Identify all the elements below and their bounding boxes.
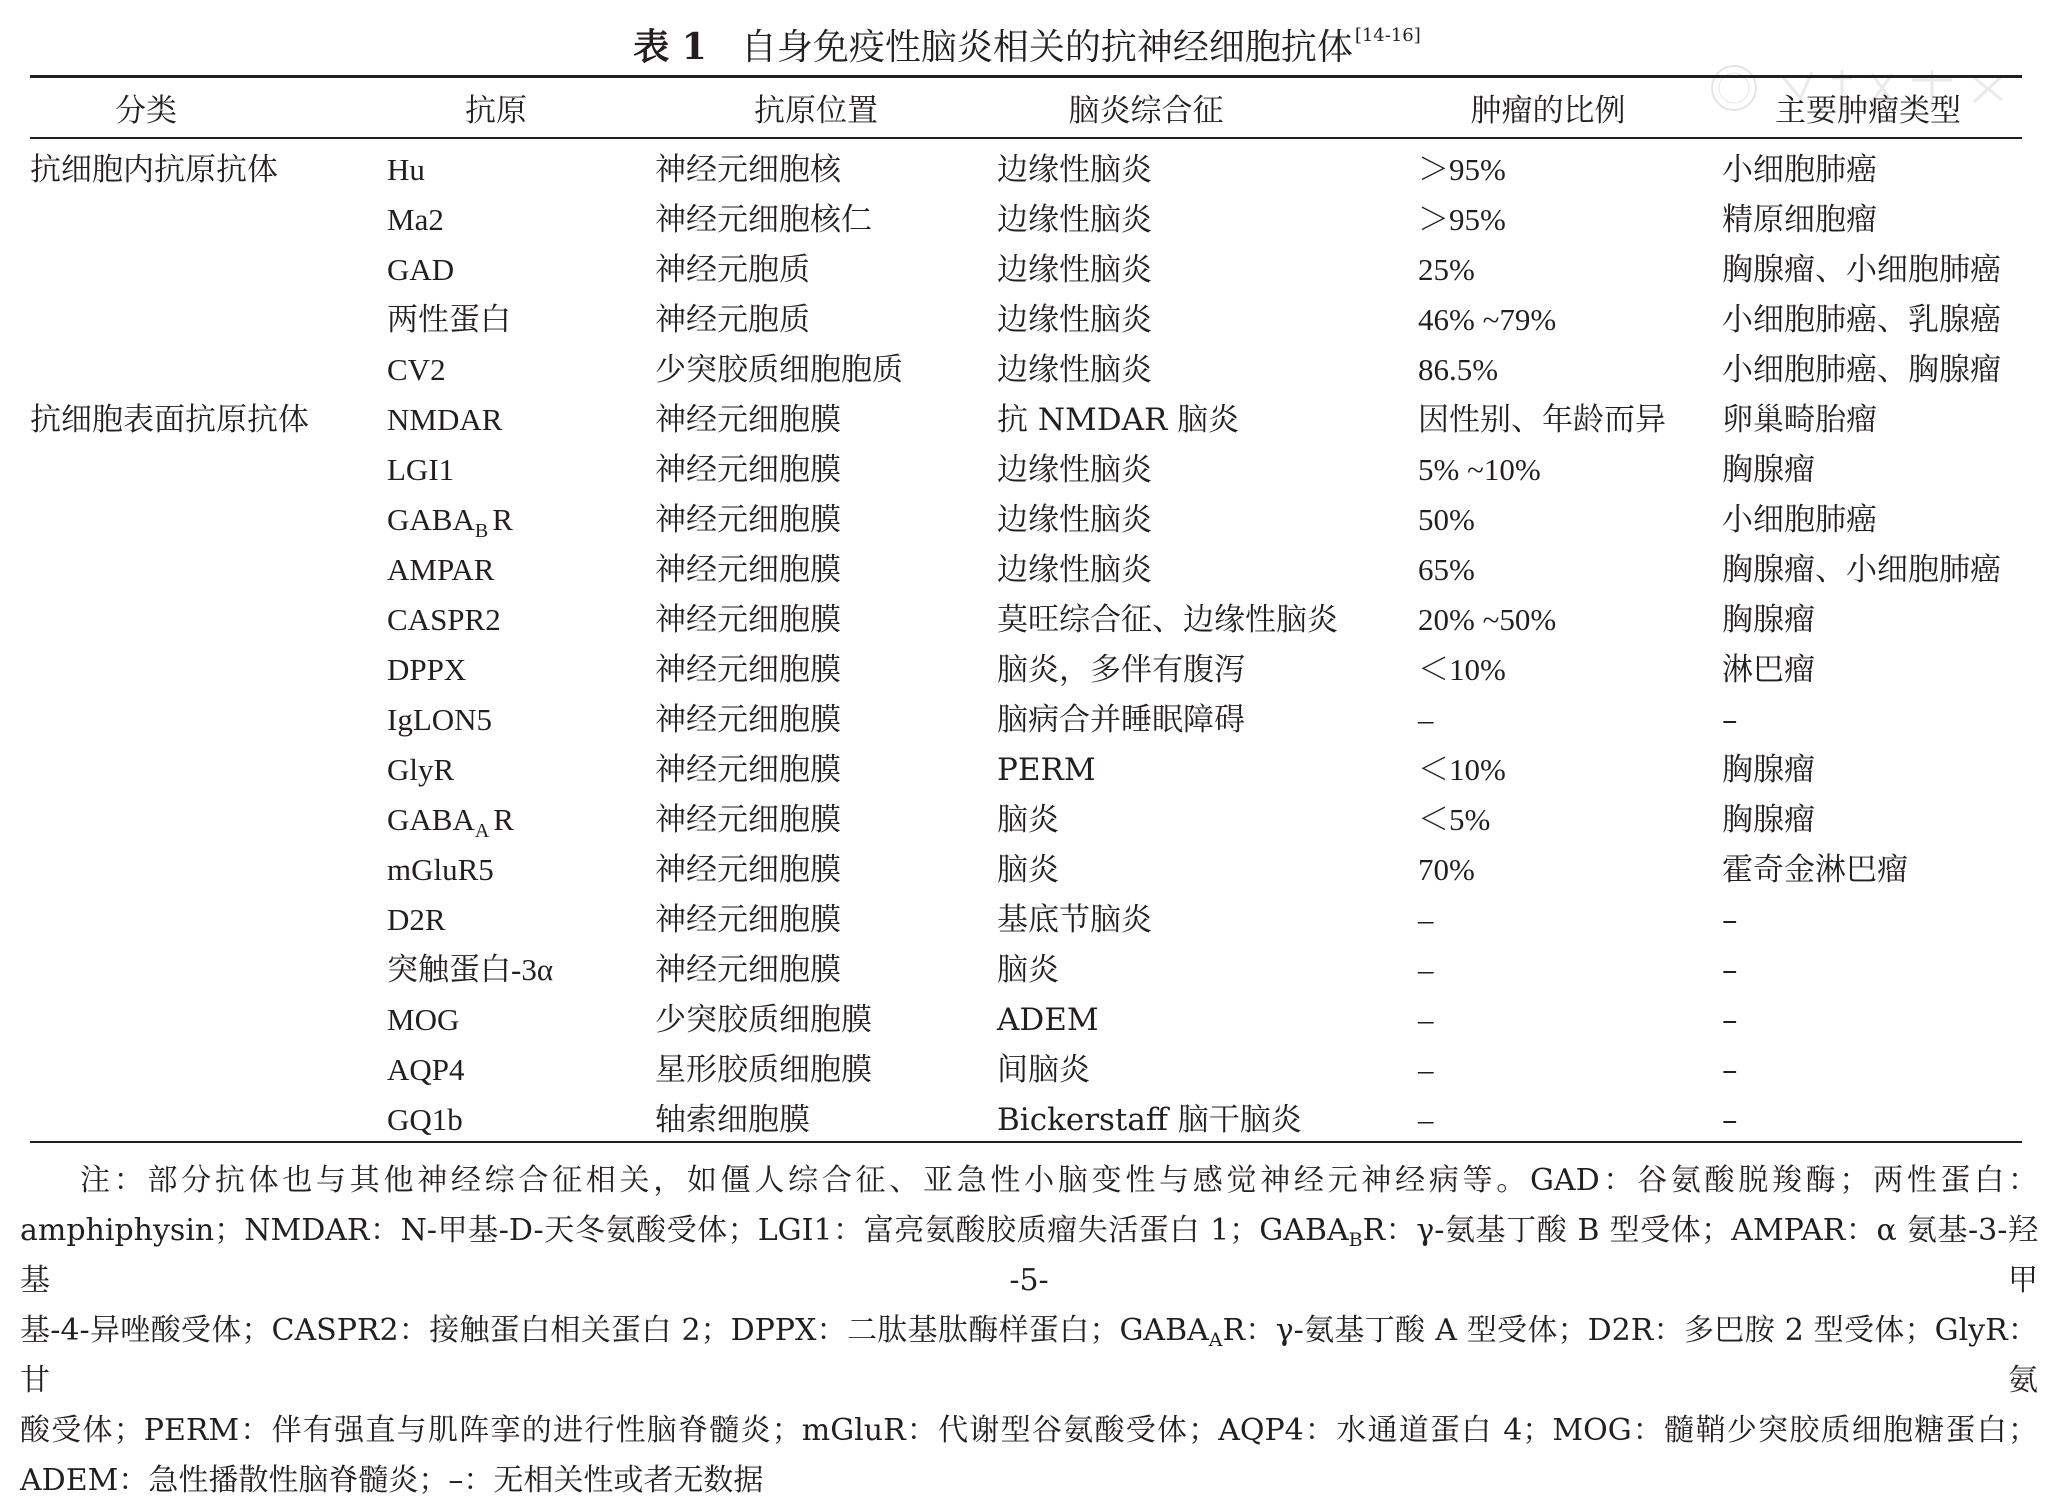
antigen-cell: IgLON5 (387, 702, 493, 737)
antigen-location-cell: 神经元细胞膜 (655, 902, 841, 938)
antigen-cell: GQ1b (387, 1102, 463, 1137)
antigen-cell: LGI1 (387, 452, 455, 487)
tumor-ratio-cell: ＜5% (1418, 802, 1491, 837)
header-category: 分类 (115, 93, 177, 129)
footnote-text: R：γ-氨基丁酸 B 型受体；AMPAR：α 氨基-3-羟基-5-甲 (20, 1213, 2038, 1298)
tumor-type-cell: 小细胞肺癌、乳腺癌 (1722, 302, 2001, 338)
syndrome-cell: 脑病合并睡眠障碍 (997, 702, 1245, 738)
antigen-location-cell: 轴索细胞膜 (655, 1102, 810, 1138)
footnote-line (20, 1456, 2038, 1506)
footnote-line (20, 1156, 2038, 1206)
footnote-text: 注：部分抗体也与其他神经综合征相关，如僵人综合征、亚急性小脑变性与感觉神经元神经病等。GAD：谷氨酸脱羧酶；两性蛋白： (80, 1163, 2038, 1198)
syndrome-cell: 脑炎 (997, 952, 1059, 988)
antigen-location-cell: 神经元细胞膜 (655, 802, 841, 838)
antigen-location-cell: 神经元胞质 (655, 302, 810, 338)
tumor-type-cell: – (1722, 702, 1738, 738)
tumor-ratio-cell: – (1418, 1052, 1434, 1087)
category-cell: 抗细胞表面抗原抗体 (30, 402, 309, 438)
tumor-type-cell: 胸腺瘤 (1722, 752, 1815, 788)
tumor-ratio-cell: ＜10% (1418, 752, 1506, 787)
tumor-ratio-cell: 25% (1418, 252, 1475, 287)
table-title: 自身免疫性脑炎相关的抗神经细胞抗体 (740, 27, 1353, 68)
tumor-type-cell: 小细胞肺癌 (1722, 152, 1877, 188)
tumor-type-cell: 霍奇金淋巴瘤 (1722, 852, 1908, 888)
citation-reference: [14-16] (1354, 25, 1421, 46)
tumor-type-cell: 胸腺瘤 (1722, 452, 1815, 488)
tumor-ratio-cell: ＞95% (1418, 202, 1506, 237)
tumor-type-cell: – (1722, 952, 1738, 988)
tumor-ratio-cell: 因性别、年龄而异 (1418, 402, 1666, 437)
tumor-ratio-cell: – (1418, 902, 1434, 937)
syndrome-cell: 边缘性脑炎 (997, 352, 1152, 388)
tumor-type-cell: – (1722, 1052, 1738, 1088)
table-footnote (20, 1156, 2038, 1506)
footnote-text: R：γ-氨基丁酸 A 型受体；D2R：多巴胺 2 型受体；GlyR：甘氨 (20, 1313, 2039, 1398)
tumor-type-cell: 小细胞肺癌、胸腺瘤 (1722, 352, 2001, 388)
header-antigen: 抗原 (465, 93, 527, 129)
footnote-subscript: B (1348, 1229, 1363, 1251)
tumor-type-cell: 胸腺瘤 (1722, 602, 1815, 638)
antigen-cell: CV2 (387, 352, 446, 387)
antigen-cell: GAD (387, 252, 455, 287)
footnote-subscript: A (1208, 1329, 1223, 1351)
tumor-ratio-cell: 65% (1418, 552, 1475, 587)
syndrome-cell: 脑炎 (997, 802, 1059, 838)
syndrome-cell: 脑炎 (997, 852, 1059, 888)
antigen-location-cell: 神经元细胞膜 (655, 952, 841, 988)
tumor-ratio-cell: 86.5% (1418, 352, 1499, 387)
antigen-subscript: A (474, 820, 490, 842)
syndrome-cell: 边缘性脑炎 (997, 502, 1152, 538)
footnote-text: 基-4-异唑酸受体；CASPR2：接触蛋白相关蛋白 2；DPPX：二肽基肽酶样蛋白；GABA (20, 1313, 1209, 1348)
antigen-cell: AQP4 (387, 1052, 465, 1087)
antigen-suffix: R (493, 802, 514, 837)
tumor-type-cell: – (1722, 1002, 1738, 1038)
tumor-type-cell: – (1722, 902, 1738, 938)
antigen-location-cell: 星形胶质细胞膜 (655, 1052, 872, 1088)
antigen-cell: NMDAR (387, 402, 503, 437)
antigen-location-cell: 神经元细胞膜 (655, 752, 841, 788)
category-cell: 抗细胞内抗原抗体 (30, 152, 278, 188)
tumor-type-cell: 胸腺瘤、小细胞肺癌 (1722, 552, 2001, 588)
syndrome-cell: PERM (997, 752, 1096, 788)
antigen-cell: Ma2 (387, 202, 444, 237)
antigen-name: GABA (387, 802, 475, 837)
antigen-location-cell: 神经元细胞膜 (655, 402, 841, 438)
header-syndrome: 脑炎综合征 (1068, 93, 1224, 129)
tumor-ratio-cell: ＞95% (1418, 152, 1506, 187)
antigen-cell: mGluR5 (387, 852, 494, 887)
tumor-ratio-cell: 20% ~50% (1418, 602, 1557, 637)
header-location: 抗原位置 (754, 93, 878, 129)
antigen-cell: Hu (387, 152, 425, 187)
antigen-location-cell: 神经元细胞膜 (655, 552, 841, 588)
tumor-ratio-cell: – (1418, 952, 1434, 987)
antigen-suffix: R (492, 502, 513, 537)
tumor-type-cell: – (1722, 1102, 1738, 1138)
antigen-cell (387, 800, 514, 840)
tumor-type-cell: 胸腺瘤 (1722, 802, 1815, 838)
tumor-type-cell: 胸腺瘤、小细胞肺癌 (1722, 252, 2001, 288)
syndrome-cell: 边缘性脑炎 (997, 302, 1152, 338)
header-tumor-ratio: 肿瘤的比例 (1470, 93, 1626, 129)
antigen-cell: D2R (387, 902, 446, 937)
antigen-location-cell: 神经元细胞膜 (655, 652, 841, 688)
tumor-type-cell: 淋巴瘤 (1722, 652, 1815, 688)
tumor-ratio-cell: ＜10% (1418, 652, 1506, 687)
footnote-line (20, 1406, 2038, 1456)
syndrome-cell: 间脑炎 (997, 1052, 1090, 1088)
antigen-subscript: B (474, 520, 489, 542)
antigen-cell: GlyR (387, 752, 455, 787)
syndrome-cell: 边缘性脑炎 (997, 452, 1152, 488)
antigen-location-cell: 神经元细胞膜 (655, 602, 841, 638)
syndrome-cell: 边缘性脑炎 (997, 552, 1152, 588)
table-bottom-rule (30, 1141, 2022, 1143)
antigen-cell: CASPR2 (387, 602, 501, 637)
syndrome-cell: 边缘性脑炎 (997, 252, 1152, 288)
header-tumor-type: 主要肿瘤类型 (1775, 93, 1961, 129)
syndrome-cell: 抗 NMDAR 脑炎 (997, 402, 1240, 438)
antigen-name: GABA (387, 502, 475, 537)
tumor-type-cell: 精原细胞瘤 (1722, 202, 1877, 238)
syndrome-cell: ADEM (997, 1002, 1099, 1038)
antigen-cell: MOG (387, 1002, 460, 1037)
syndrome-cell: 脑炎，多伴有腹泻 (997, 652, 1245, 688)
antigen-cell: DPPX (387, 652, 467, 687)
antigen-cell: 两性蛋白 (387, 302, 511, 337)
tumor-ratio-cell: 50% (1418, 502, 1475, 537)
tumor-type-cell: 卵巢畸胎瘤 (1722, 402, 1877, 438)
antigen-location-cell: 少突胶质细胞膜 (655, 1002, 872, 1038)
footnote-line (20, 1306, 2038, 1406)
tumor-type-cell: 小细胞肺癌 (1722, 502, 1877, 538)
tumor-ratio-cell: 5% ~10% (1418, 452, 1541, 487)
tumor-ratio-cell: 46% ~79% (1418, 302, 1557, 337)
syndrome-cell: 边缘性脑炎 (997, 202, 1152, 238)
footnote-text: amphiphysin；NMDAR：N-甲基-D-天冬氨酸受体；LGI1：富亮氨酸胶质瘤失活蛋白 1；GABA (20, 1213, 1349, 1248)
antigen-location-cell: 神经元细胞核 (655, 152, 841, 188)
antigen-location-cell: 神经元细胞膜 (655, 852, 841, 888)
antigen-location-cell: 神经元细胞核仁 (655, 202, 872, 238)
tumor-ratio-cell: – (1418, 1002, 1434, 1037)
antigen-location-cell: 少突胶质细胞胞质 (655, 352, 903, 388)
tumor-ratio-cell: 70% (1418, 852, 1475, 887)
footnote-text: ADEM：急性播散性脑脊髓炎；–：无相关性或者无数据 (20, 1463, 764, 1498)
antigen-location-cell: 神经元胞质 (655, 252, 810, 288)
syndrome-cell: 边缘性脑炎 (997, 152, 1152, 188)
antigen-location-cell: 神经元细胞膜 (655, 502, 841, 538)
antigen-cell: AMPAR (387, 552, 495, 587)
footnote-text: 酸受体；PERM：伴有强直与肌阵挛的进行性脑脊髓炎；mGluR：代谢型谷氨酸受体；AQP4：水通道蛋白 4；MOG：髓鞘少突胶质细胞糖蛋白； (20, 1413, 2038, 1448)
tumor-ratio-cell: – (1418, 702, 1434, 737)
antigen-location-cell: 神经元细胞膜 (655, 452, 841, 488)
antigen-cell (387, 500, 513, 540)
syndrome-cell: 基底节脑炎 (997, 902, 1152, 938)
tumor-ratio-cell: – (1418, 1102, 1434, 1137)
syndrome-cell: Bickerstaff 脑干脑炎 (997, 1102, 1302, 1138)
footnote-line (20, 1206, 2038, 1306)
antigen-location-cell: 神经元细胞膜 (655, 702, 841, 738)
table-number: 表 1 (633, 26, 707, 68)
antigen-cell: 突触蛋白-3α (387, 952, 554, 987)
syndrome-cell: 莫旺综合征、边缘性脑炎 (997, 602, 1338, 638)
